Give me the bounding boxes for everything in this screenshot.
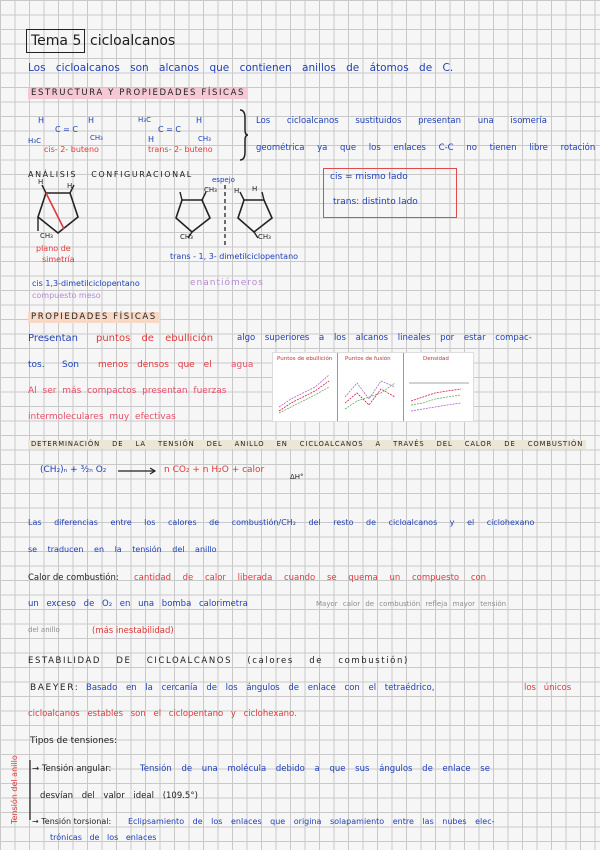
enantiomeros-label: enantiómeros xyxy=(190,278,264,288)
chart-panel-fusion xyxy=(339,353,404,421)
simetria-label: simetría xyxy=(42,255,75,264)
cyclopentane-meso-icon xyxy=(28,182,88,245)
intro-text: Los cicloalcanos son alcanos que contienen anillos de átomos de C. xyxy=(28,62,454,74)
baeyer-label: BAEYER: xyxy=(30,683,80,693)
prop-1c: algo superiores a los alcanos lineales por estar compac- xyxy=(237,333,532,343)
equation-right: n CO₂ + n H₂O + calor xyxy=(164,465,265,475)
meso-h2: H xyxy=(67,182,73,190)
chart-panel-densidad xyxy=(405,353,473,421)
trans-top-left: H₃C xyxy=(138,116,151,124)
section-propiedades: PROPIEDADES FÍSICAS xyxy=(28,312,160,323)
title-box-text: Tema 5 xyxy=(31,33,82,49)
calor-label: Calor de combustión: xyxy=(28,573,119,583)
isomer-note-1: Los cicloalcanos sustituidos presentan una isomería xyxy=(256,116,547,126)
cis-box-line1: cis = mismo lado xyxy=(330,172,408,182)
diff-line-1: Las diferencias entre los calores de combustión/CH₂ del resto de cicloalcanos y el ciclohexano xyxy=(28,518,535,527)
section-estabilidad: ESTABILIDAD DE CICLOALCANOS (calores de combustión) xyxy=(28,656,409,666)
trans-butene-label: trans- 2- buteno xyxy=(148,145,213,154)
espejo-label: espejo xyxy=(212,176,235,184)
prop-2a: tos. xyxy=(28,360,45,370)
prop-3: Al ser más compactos presentan fuerzas xyxy=(28,386,227,396)
cis-dimethyl-name: cis 1,3-dimetilciclopentano xyxy=(32,279,140,288)
chart-title-ebullicion: Puntos de ebullición xyxy=(277,356,333,362)
calor-line-3b: (más inestabilidad) xyxy=(92,626,174,636)
isomer-note-2: geométrica ya que los enlaces C-C no tienen libre rotación xyxy=(256,143,596,153)
curly-brace-icon xyxy=(238,110,248,160)
tension-angular-1: Tensión de una molécula debido a que sus ángulos de enlace se xyxy=(140,764,490,774)
section-estructura: ESTRUCTURA Y PROPIEDADES FÍSICAS xyxy=(28,88,248,99)
chart-lines-fusion xyxy=(339,353,403,421)
diff-line-2: se traducen en la tensión del anillo xyxy=(28,545,217,554)
tension-torsional-label: → Tensión torsional: xyxy=(32,817,112,826)
page-title: cicloalcanos xyxy=(90,33,176,49)
side-label-tension: Tensión del anillo xyxy=(10,755,19,824)
cis-h-top: H xyxy=(38,116,45,125)
enant-h-left: H xyxy=(234,187,240,195)
calor-line-1: cantidad de calor liberada cuando se quema un compuesto con xyxy=(134,573,487,583)
equation-left: (CH₂)ₙ + ³⁄₂ₙ O₂ xyxy=(40,465,107,475)
calor-line-2b: Mayor calor de combustión refleja mayor tensión xyxy=(316,600,507,608)
mirror-line-icon xyxy=(222,185,228,245)
cis-h-right: H xyxy=(88,116,95,125)
baeyer-line-2: cicloalcanos estables son el ciclopentano y ciclohexano. xyxy=(28,709,297,719)
trans-dimethyl-name: trans - 1, 3- dimetilciclopentano xyxy=(170,252,299,261)
section-analisis: ANÁLISIS CONFIGURACIONAL xyxy=(28,170,193,179)
trans-bot-left: H xyxy=(148,135,155,144)
trans-top-right: H xyxy=(196,116,203,125)
meso-h1: H xyxy=(38,178,44,186)
calor-line-3a: del anillo xyxy=(28,626,60,634)
meso-ch3: CH₃ xyxy=(40,232,53,240)
prop-1b: puntos de ebullición xyxy=(96,333,214,344)
enant-h-right: H xyxy=(252,185,258,193)
section-determinacion: DETERMINACIÓN DE LA TENSIÓN DEL ANILLO EN CICLOALCANOS A TRAVÉS DEL CALOR DE COMBUSTIÓN xyxy=(28,440,586,449)
tipos-tensiones: Tipos de tensiones: xyxy=(30,736,118,746)
chart-lines-densidad xyxy=(405,353,473,421)
cis-butene-label: cis- 2- buteno xyxy=(44,145,99,154)
trans-eq: C = C xyxy=(158,125,181,134)
chart-panel-ebullicion xyxy=(273,353,338,421)
cyclopentane-enantiomer-left-icon xyxy=(170,190,220,240)
baeyer-line-1a: Basado en la cercanía de los ángulos de enlace con el tetraédrico, xyxy=(86,683,435,693)
compuesto-meso: compuesto meso xyxy=(32,291,101,300)
prop-1a: Presentan xyxy=(28,333,78,344)
tension-angular-label: → Tensión angular: xyxy=(32,764,112,774)
cis-box-line2: trans: distinto lado xyxy=(333,197,418,207)
baeyer-line-1b: los únicos xyxy=(524,683,572,693)
cyclopentane-enantiomer-right-icon xyxy=(232,187,282,240)
cis-c-left: H₃C xyxy=(28,137,41,145)
tension-angular-2: desvían del valor ideal (109.5°) xyxy=(40,791,198,801)
calor-line-2a: un exceso de O₂ en una bomba calorimetra xyxy=(28,599,248,609)
prop-2d: agua xyxy=(231,360,254,370)
prop-4: intermoleculares muy efectivas xyxy=(28,412,176,422)
arrow-icon xyxy=(118,467,158,475)
prop-2c: menos densos que el xyxy=(98,360,212,370)
enant-ch3-bot-right: CH₃ xyxy=(258,233,271,241)
properties-charts-image xyxy=(272,352,474,422)
chart-title-densidad: Densidad xyxy=(423,356,449,362)
prop-2b: Son xyxy=(62,360,79,370)
cis-c-right: CH₃ xyxy=(90,134,103,142)
tension-torsional-1: Eclipsamiento de los enlaces que origina solapamiento entre las nubes elec- xyxy=(128,817,495,826)
cis-eq: C = C xyxy=(55,125,78,134)
trans-bot-right: CH₃ xyxy=(198,135,211,143)
chart-lines-ebullicion xyxy=(273,353,337,421)
chart-title-fusion: Puntos de fusión xyxy=(345,356,391,362)
tension-torsional-2: trónicas de los enlaces xyxy=(50,833,157,842)
enant-ch3-top: CH₃ xyxy=(204,186,217,194)
equation-dh: ΔH° xyxy=(290,473,304,481)
plano-label: plano de xyxy=(36,244,71,253)
enant-ch3-bot-left: CH₃ xyxy=(180,233,193,241)
